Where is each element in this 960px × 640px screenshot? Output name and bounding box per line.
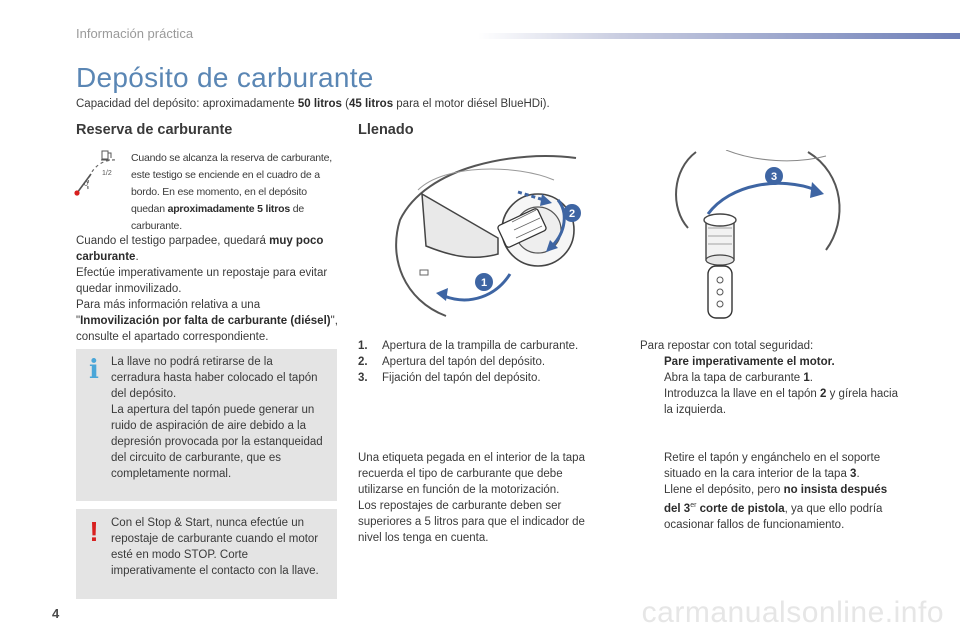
safety-item: Pare imperativamente el motor. bbox=[640, 354, 902, 370]
bullet-icon bbox=[640, 370, 664, 386]
safety-item: Abra la tapa de carburante 1. bbox=[640, 370, 902, 386]
fuel-gauge-icon bbox=[74, 148, 126, 198]
reserva-body: Cuando el testigo parpadee, quedará muy poco carburante. Efectúe imperativamente un repostaje para evitar quedar inmovilizado. Para más información relativa a una "Inmovilización por falta de carburante (diésel)", consulte el apartado correspondiente. bbox=[76, 235, 338, 343]
section-header: Información práctica bbox=[76, 26, 194, 41]
fuel-cap-illustration bbox=[666, 150, 852, 326]
safety-item: Introduzca la llave en el tapón 2 y gírela hacia la izquierda. bbox=[640, 386, 902, 418]
header-rule bbox=[478, 33, 960, 39]
step-2-marker: 2 bbox=[568, 208, 576, 220]
warning-text: Con el Stop & Start, nunca efectúe un repostaje de carburante cuando el motor esté en modo STOP. Corte imperativamente el contacto con la llave. bbox=[111, 517, 319, 577]
step-3-marker: 3 bbox=[770, 171, 778, 183]
reserva-intro: Cuando se alcanza la reserva de carburante, este testigo se enciende en el cuadro de a bordo. En ese momento, en el depósito quedan aproximadamente 5 litros de carburante. bbox=[131, 152, 332, 232]
safety-list-a bbox=[640, 354, 902, 418]
llenado-heading: Llenado bbox=[358, 122, 414, 138]
bullet-icon bbox=[640, 354, 664, 370]
warning-icon: ! bbox=[89, 516, 99, 547]
step-item: 3. Fijación del tapón del depósito. bbox=[358, 372, 541, 384]
step-item: 2. Apertura del tapón del depósito. bbox=[358, 356, 546, 368]
step-1-marker: 1 bbox=[480, 277, 488, 289]
gauge-half-label: 1/2 bbox=[102, 170, 112, 177]
label-note: Una etiqueta pegada en el interior de la tapa recuerda el tipo de carburante que debe utilizarse en función de la motorización. Los repostajes de carburante deben ser superiores a 5 litros para que el indicador de nivel los tenga en cuenta. bbox=[358, 452, 585, 544]
info-text: La llave no podrá retirarse de la cerradura hasta haber colocado el tapón del depósito. La apertura del tapón puede generar un ruido de aspiración de aire debido a la depresión provocada por la estanqueidad del circuito de carburante, que es completamente normal. bbox=[111, 356, 323, 480]
page-number: 4 bbox=[52, 606, 60, 621]
safety-list-b bbox=[640, 450, 902, 533]
step-item: 1. Apertura de la trampilla de carburante. bbox=[358, 340, 579, 352]
bullet-icon bbox=[640, 450, 664, 482]
fuel-flap-illustration bbox=[386, 150, 606, 322]
watermark: carmanualsonline.info bbox=[641, 596, 944, 629]
bullet-icon bbox=[640, 386, 664, 418]
reserva-heading: Reserva de carburante bbox=[76, 122, 233, 138]
bullet-icon bbox=[640, 482, 664, 533]
safety-item: Llene el depósito, pero no insista después del 3er corte de pistola, ya que ello podría ocasionar fallos de funcionamiento. bbox=[640, 482, 902, 533]
info-icon: i bbox=[89, 355, 99, 385]
safety-item: Retire el tapón y engánchelo en el soporte situado en la cara interior de la tapa 3. bbox=[640, 450, 902, 482]
gauge-zero-label: 0 bbox=[84, 181, 88, 188]
steps-list bbox=[358, 338, 618, 386]
tank-capacity: Capacidad del depósito: aproximadamente 50 litros (45 litros para el motor diésel BlueHDi). bbox=[76, 98, 550, 110]
page-title: Depósito de carburante bbox=[76, 62, 374, 93]
safety-intro: Para repostar con total seguridad: bbox=[640, 340, 814, 352]
